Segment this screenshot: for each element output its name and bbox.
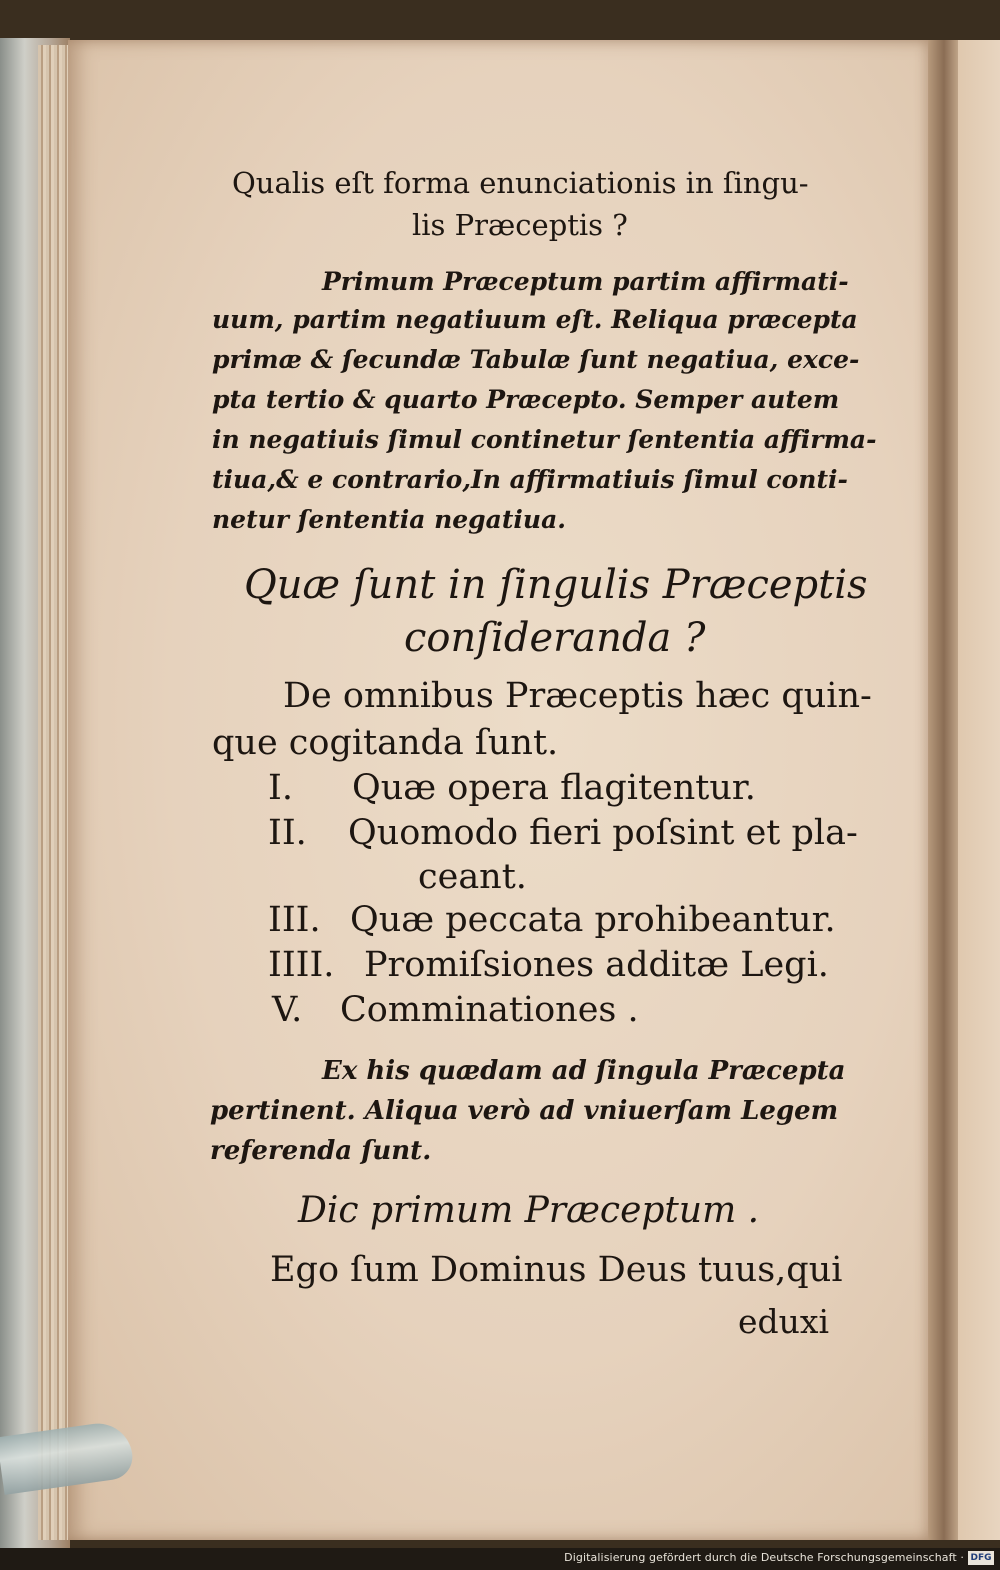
list-item-text: Comminationes . [340, 990, 639, 1030]
dfg-logo: DFG [968, 1551, 994, 1565]
list-item-number: II. [268, 813, 307, 853]
book-gutter [928, 40, 960, 1540]
answer-1-line: pta tertio & quarto Præcepto. Semper autem [212, 385, 840, 414]
catchword: eduxi [738, 1302, 830, 1341]
question-1-line-1: Qualis eſt forma enunciationis in ſingu- [232, 166, 809, 200]
question-2-line-2: conſideranda ? [404, 615, 706, 661]
answer-1-line: Primum Præceptum partim affirmati- [322, 267, 849, 296]
precept-line-1: Ego ſum Dominus Deus tuus,qui [270, 1250, 843, 1290]
list-item-text: Quæ opera flagitentur. [352, 768, 756, 808]
note-line: referenda ſunt. [210, 1136, 432, 1166]
list-item-number: IIII. [268, 945, 335, 985]
list-item-text: Quæ peccata prohibeantur. [350, 900, 836, 940]
question-2-line-1: Quæ ſunt in ſingulis Præceptis [244, 562, 868, 608]
page-edges-left [38, 45, 70, 1540]
list-item-number: V. [272, 990, 303, 1030]
list-item-number: I. [268, 768, 293, 808]
list-item-number: III. [268, 900, 321, 940]
question-3: Dic primum Præceptum . [298, 1190, 760, 1231]
digitization-credit: Digitalisierung gefördert durch die Deutsche Forschungsgemeinschaft · [564, 1551, 964, 1564]
answer-2-intro-line-2: que cogitanda ſunt. [212, 723, 559, 763]
list-item-text-continued: ceant. [418, 857, 527, 897]
answer-1-line: in negatiuis ſimul continetur ſententia affirma- [212, 425, 877, 454]
list-item-text: Quomodo fieri poſsint et pla- [348, 813, 858, 853]
answer-2-intro-line-1: De omnibus Præceptis hæc quin- [283, 676, 872, 716]
answer-1-line: tiua,& e contrario,In affirmatiuis ſimul conti- [212, 465, 848, 494]
answer-1-line: uum, partim negatiuum eſt. Reliqua præcepta [212, 305, 858, 334]
answer-1-line: netur ſententia negatiua. [212, 505, 566, 534]
facing-page-edge [958, 40, 1000, 1540]
question-1-line-2: lis Præceptis ? [412, 208, 628, 242]
note-line: pertinent. Aliqua verò ad vniuerſam Legem [210, 1096, 839, 1126]
note-line: Ex his quædam ad ſingula Præcepta [322, 1056, 846, 1086]
list-item-text: Promiſsiones additæ Legi. [364, 945, 829, 985]
answer-1-line: primæ & ſecundæ Tabulæ ſunt negatiua, exce- [212, 345, 860, 374]
